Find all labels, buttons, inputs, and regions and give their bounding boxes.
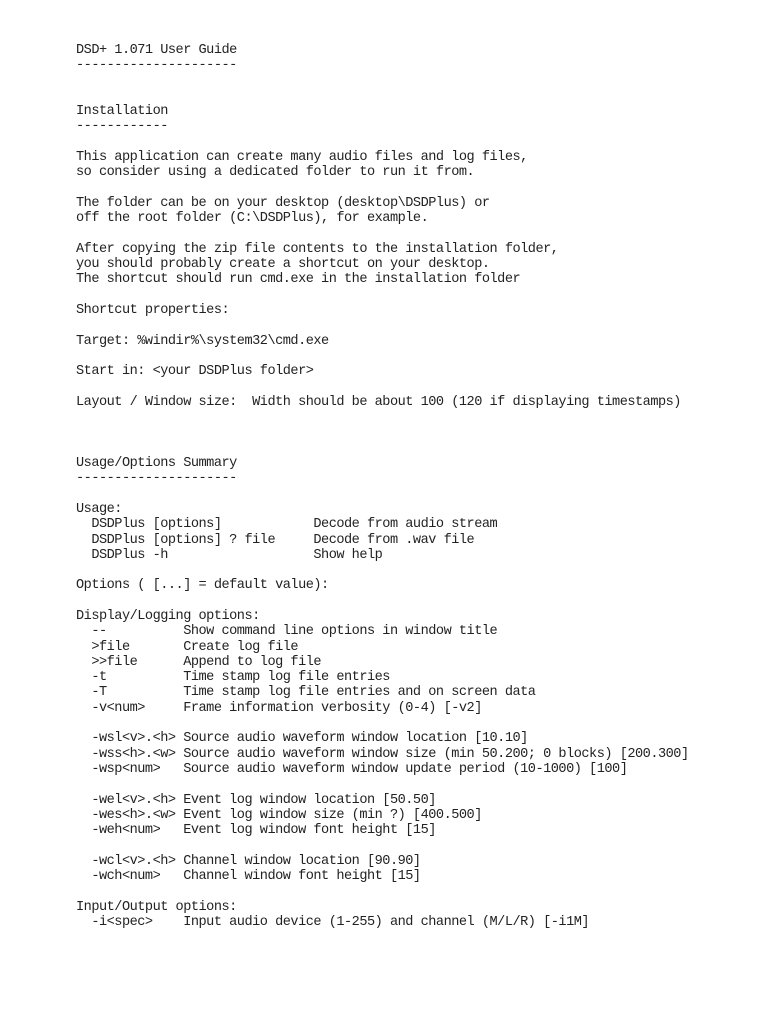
text-line: ------------: [76, 119, 168, 135]
blank-line: [76, 425, 756, 440]
text-line: >file Create log file: [76, 639, 299, 655]
blank-line: [76, 410, 756, 425]
blank-line: [76, 181, 756, 196]
text-line: Usage:: [76, 501, 122, 517]
text-line: -wch<num> Channel window font height [15]: [76, 869, 421, 885]
blank-line: [76, 838, 756, 853]
text-line: DSDPlus -h Show help: [76, 547, 383, 563]
text-line: -i<spec> Input audio device (1-255) and channel (M/L/R) [-i1M]: [76, 914, 590, 930]
text-line: -wes<h>.<w> Event log window size (min ?) [400.500]: [76, 807, 482, 823]
text-line: Layout / Window size: Width should be about 100 (120 if displaying timestamps): [76, 394, 681, 410]
blank-line: [76, 716, 756, 731]
text-line: Start in: <your DSDPlus folder>: [76, 364, 314, 380]
text-line: off the root folder (C:\DSDPlus), for example.: [76, 211, 429, 227]
text-line: After copying the zip file contents to the installation folder,: [76, 241, 559, 257]
blank-line: [76, 89, 756, 104]
blank-line: [76, 884, 756, 899]
text-line: you should probably create a shortcut on your desktop.: [76, 257, 490, 273]
text-line: -- Show command line options in window title: [76, 624, 498, 640]
blank-line: [76, 74, 756, 89]
text-line: -T Time stamp log file entries and on screen data: [76, 685, 536, 701]
text-line: -wcl<v>.<h> Channel window location [90.90]: [76, 853, 421, 869]
text-line: -weh<num> Event log window font height [15]: [76, 823, 436, 839]
text-line: ---------------------: [76, 58, 237, 74]
text-line: -wsp<num> Source audio waveform window update period (10-1000) [100]: [76, 761, 628, 777]
text-line: Installation: [76, 104, 168, 120]
text-line: so consider using a dedicated folder to run it from.: [76, 165, 475, 181]
blank-line: [76, 227, 756, 242]
text-line: -t Time stamp log file entries: [76, 670, 390, 686]
blank-line: [76, 777, 756, 792]
blank-line: [76, 135, 756, 150]
text-line: The folder can be on your desktop (desktop\DSDPlus) or: [76, 195, 490, 211]
blank-line: [76, 380, 756, 395]
text-line: -wel<v>.<h> Event log window location [50.50]: [76, 792, 436, 808]
text-line: >>file Append to log file: [76, 654, 322, 670]
text-line: DSDPlus [options] ? file Decode from .wav file: [76, 532, 475, 548]
text-line: -v<num> Frame information verbosity (0-4) [-v2]: [76, 700, 482, 716]
text-line: Display/Logging options:: [76, 608, 260, 624]
blank-line: [76, 349, 756, 364]
blank-line: [76, 441, 756, 456]
text-line: DSD+ 1.071 User Guide: [76, 43, 237, 58]
text-line: The shortcut should run cmd.exe in the installation folder: [76, 272, 521, 288]
document-page: [76, 43, 756, 930]
blank-line: [76, 563, 756, 578]
blank-line: [76, 318, 756, 333]
text-line: This application can create many audio files and log files,: [76, 150, 528, 166]
text-line: Target: %windir%\system32\cmd.exe: [76, 333, 329, 349]
text-line: Input/Output options:: [76, 899, 237, 915]
text-line: Shortcut properties:: [76, 303, 230, 319]
blank-line: [76, 288, 756, 303]
text-line: -wsl<v>.<h> Source audio waveform window location [10.10]: [76, 731, 528, 747]
text-line: DSDPlus [options] Decode from audio stream: [76, 517, 498, 533]
blank-line: [76, 487, 756, 502]
text-line: Usage/Options Summary: [76, 456, 237, 472]
text-line: Options ( [...] = default value):: [76, 578, 329, 594]
text-line: ---------------------: [76, 471, 237, 487]
blank-line: [76, 594, 756, 609]
text-line: -wss<h>.<w> Source audio waveform window size (min 50.200; 0 blocks) [200.300]: [76, 746, 689, 762]
